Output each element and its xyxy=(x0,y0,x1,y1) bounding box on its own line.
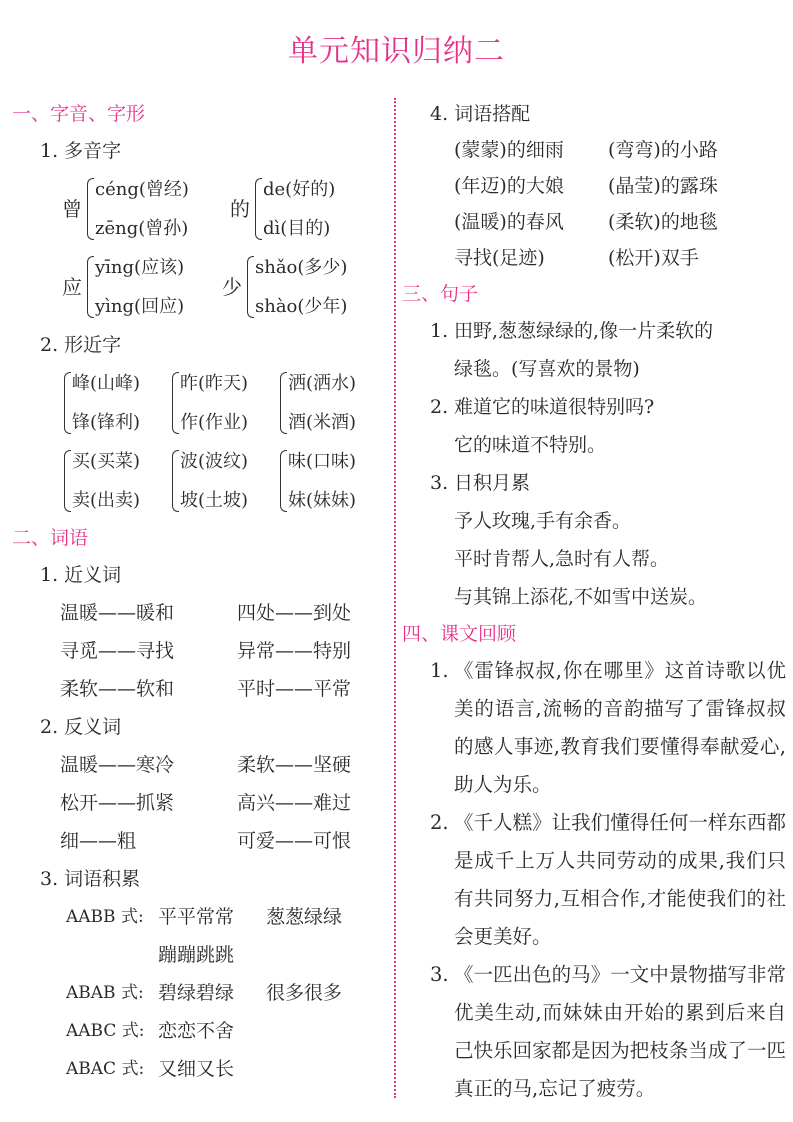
pattern-word: 蹦蹦跳跳 xyxy=(158,944,235,966)
antonym-row xyxy=(12,822,384,860)
collocation-row xyxy=(402,240,786,276)
sentence-line: 与其锦上添花,不如雪中送炭。 xyxy=(454,586,708,608)
item-number: 1. xyxy=(430,320,449,342)
pattern-label: AABB 式: xyxy=(66,907,144,927)
pattern-word: 又细又长 xyxy=(158,1058,235,1080)
item-number: 2. xyxy=(430,396,449,418)
char-word: 锋(锋利) xyxy=(72,412,141,433)
subheading-similar-chars: 2. 形近字 xyxy=(40,334,122,356)
section-heading-pronunciation: 一、字音、字形 xyxy=(12,103,146,125)
subheading-word-accumulation: 3. 词语积累 xyxy=(40,868,141,890)
pattern-row xyxy=(12,1050,384,1088)
pattern-label: ABAC 式: xyxy=(66,1059,145,1079)
collocation: (弯弯)的小路 xyxy=(608,139,718,161)
section-heading-review: 四、课文回顾 xyxy=(402,623,517,645)
item-number: 3. xyxy=(430,472,449,494)
antonym-row xyxy=(12,746,384,784)
right-column xyxy=(402,96,786,1108)
item-number: 3. xyxy=(430,963,449,986)
item-number: 1. xyxy=(430,659,449,682)
brace xyxy=(247,256,254,318)
pattern-word: 碧绿碧绿 xyxy=(158,982,235,1004)
pattern-word: 平平常常 xyxy=(158,906,235,928)
synonym-row xyxy=(12,594,384,632)
brace xyxy=(87,256,94,318)
polyphone-char: 的 xyxy=(230,197,250,221)
pattern-row xyxy=(12,974,384,1012)
char-word: 峰(山峰) xyxy=(72,373,141,394)
collocation-row xyxy=(402,168,786,204)
pinyin-reading: shào(少年) xyxy=(255,296,348,317)
char-word: 昨(昨天) xyxy=(180,373,249,394)
pattern-row xyxy=(12,936,384,974)
char-word: 作(作业) xyxy=(180,412,249,433)
review-text: 《一匹出色的马》一文中景物描写非常优美生动,而妹妹由开始的累到后来自己快乐回家都是因为把枝条当成了一匹真正的马,忘记了疲劳。 xyxy=(454,963,786,1100)
collocation: (晶莹)的露珠 xyxy=(608,175,718,197)
word-pair: 异常——特别 xyxy=(237,640,352,662)
sentence-line: 日积月累 xyxy=(454,472,531,494)
pinyin-reading: de(好的) xyxy=(263,179,336,200)
pinyin-reading: dì(目的) xyxy=(263,218,331,239)
sentence-item xyxy=(402,388,786,464)
section-heading-words: 二、词语 xyxy=(12,527,89,549)
collocation: (年迈)的大娘 xyxy=(454,175,564,197)
polyphone-row xyxy=(12,170,384,248)
brace xyxy=(280,372,287,434)
char-word: 买(买菜) xyxy=(72,451,141,472)
synonym-row xyxy=(12,670,384,708)
synonym-row xyxy=(12,632,384,670)
sentence-item xyxy=(402,312,786,388)
brace xyxy=(280,450,287,512)
brace xyxy=(255,178,262,240)
sentence-line: 它的味道不特别。 xyxy=(454,434,607,456)
polyphone-row xyxy=(12,248,384,326)
brace xyxy=(172,450,179,512)
word-pair: 细——粗 xyxy=(60,830,137,852)
brace xyxy=(87,178,94,240)
pattern-label: AABC 式: xyxy=(66,1021,145,1041)
word-pair: 松开——抓紧 xyxy=(60,792,175,814)
review-item xyxy=(402,652,786,804)
collocation: 寻找(足迹) xyxy=(454,247,545,269)
collocation: (松开)双手 xyxy=(608,247,699,269)
polyphone-char: 曾 xyxy=(62,197,82,221)
char-word: 坡(土坡) xyxy=(180,490,249,511)
char-word: 味(口味) xyxy=(288,451,357,472)
char-word: 妹(妹妹) xyxy=(288,490,357,511)
collocation: (温暖)的春风 xyxy=(454,211,564,233)
review-item xyxy=(402,804,786,956)
review-text: 《雷锋叔叔,你在哪里》这首诗歌以优美的语言,流畅的音韵描写了雷锋叔叔的感人事迹,教育我们要懂得奉献爱心,助人为乐。 xyxy=(454,659,786,796)
collocation: (柔软)的地毯 xyxy=(608,211,718,233)
sentence-line: 绿毯。(写喜欢的景物) xyxy=(454,358,640,380)
pattern-word: 很多很多 xyxy=(266,982,343,1004)
word-pair: 温暖——寒冷 xyxy=(60,754,175,776)
similar-chars-row xyxy=(12,364,384,442)
item-number: 2. xyxy=(430,811,449,834)
pinyin-reading: zēng(曾孙) xyxy=(95,218,189,239)
word-pair: 可爱——可恨 xyxy=(237,830,352,852)
pattern-row xyxy=(12,1012,384,1050)
pattern-label: ABAB 式: xyxy=(66,983,144,1003)
pattern-row xyxy=(12,898,384,936)
pattern-word: 葱葱绿绿 xyxy=(266,906,343,928)
char-word: 洒(洒水) xyxy=(288,373,357,394)
page-title: 单元知识归纳二 xyxy=(288,34,505,69)
pinyin-reading: shǎo(多少) xyxy=(255,257,348,278)
similar-chars-row xyxy=(12,442,384,520)
char-word: 卖(出卖) xyxy=(72,490,141,511)
section-heading-sentences: 三、句子 xyxy=(402,283,479,305)
sentence-item xyxy=(402,464,786,616)
sentence-line: 平时肯帮人,急时有人帮。 xyxy=(454,548,670,570)
left-column xyxy=(12,96,384,1088)
word-pair: 柔软——坚硬 xyxy=(237,754,352,776)
review-text: 《千人糕》让我们懂得任何一样东西都是成千上万人共同劳动的成果,我们只有共同努力,互相合作,才能使我们的社会更美好。 xyxy=(454,811,786,948)
brace xyxy=(64,450,71,512)
collocation-row xyxy=(402,204,786,240)
column-divider xyxy=(394,98,396,1098)
brace xyxy=(172,372,179,434)
pinyin-reading: céng(曾经) xyxy=(95,179,189,200)
collocation: (蒙蒙)的细雨 xyxy=(454,139,564,161)
polyphone-char: 应 xyxy=(62,275,82,299)
pinyin-reading: yīng(应该) xyxy=(95,257,185,278)
collocation-row xyxy=(402,132,786,168)
subheading-collocation: 4. 词语搭配 xyxy=(430,103,531,125)
word-pair: 柔软——软和 xyxy=(60,678,175,700)
review-item xyxy=(402,956,786,1108)
antonym-row xyxy=(12,784,384,822)
word-pair: 高兴——难过 xyxy=(237,792,352,814)
subheading-antonyms: 2. 反义词 xyxy=(40,716,122,738)
word-pair: 寻觅——寻找 xyxy=(60,640,175,662)
brace xyxy=(64,372,71,434)
word-pair: 四处——到处 xyxy=(237,602,352,624)
char-word: 波(波纹) xyxy=(180,451,249,472)
word-pair: 温暖——暖和 xyxy=(60,602,175,624)
pattern-word: 恋恋不舍 xyxy=(158,1020,235,1042)
sentence-line: 予人玫瑰,手有余香。 xyxy=(454,510,632,532)
subheading-polyphone: 1. 多音字 xyxy=(40,140,122,162)
subheading-synonyms: 1. 近义词 xyxy=(40,564,122,586)
char-word: 酒(米酒) xyxy=(288,412,357,433)
polyphone-char: 少 xyxy=(222,275,242,299)
sentence-line: 难道它的味道很特别吗? xyxy=(454,396,655,418)
sentence-line: 田野,葱葱绿绿的,像一片柔软的 xyxy=(454,320,714,342)
word-pair: 平时——平常 xyxy=(237,678,352,700)
pinyin-reading: yìng(回应) xyxy=(95,296,185,317)
